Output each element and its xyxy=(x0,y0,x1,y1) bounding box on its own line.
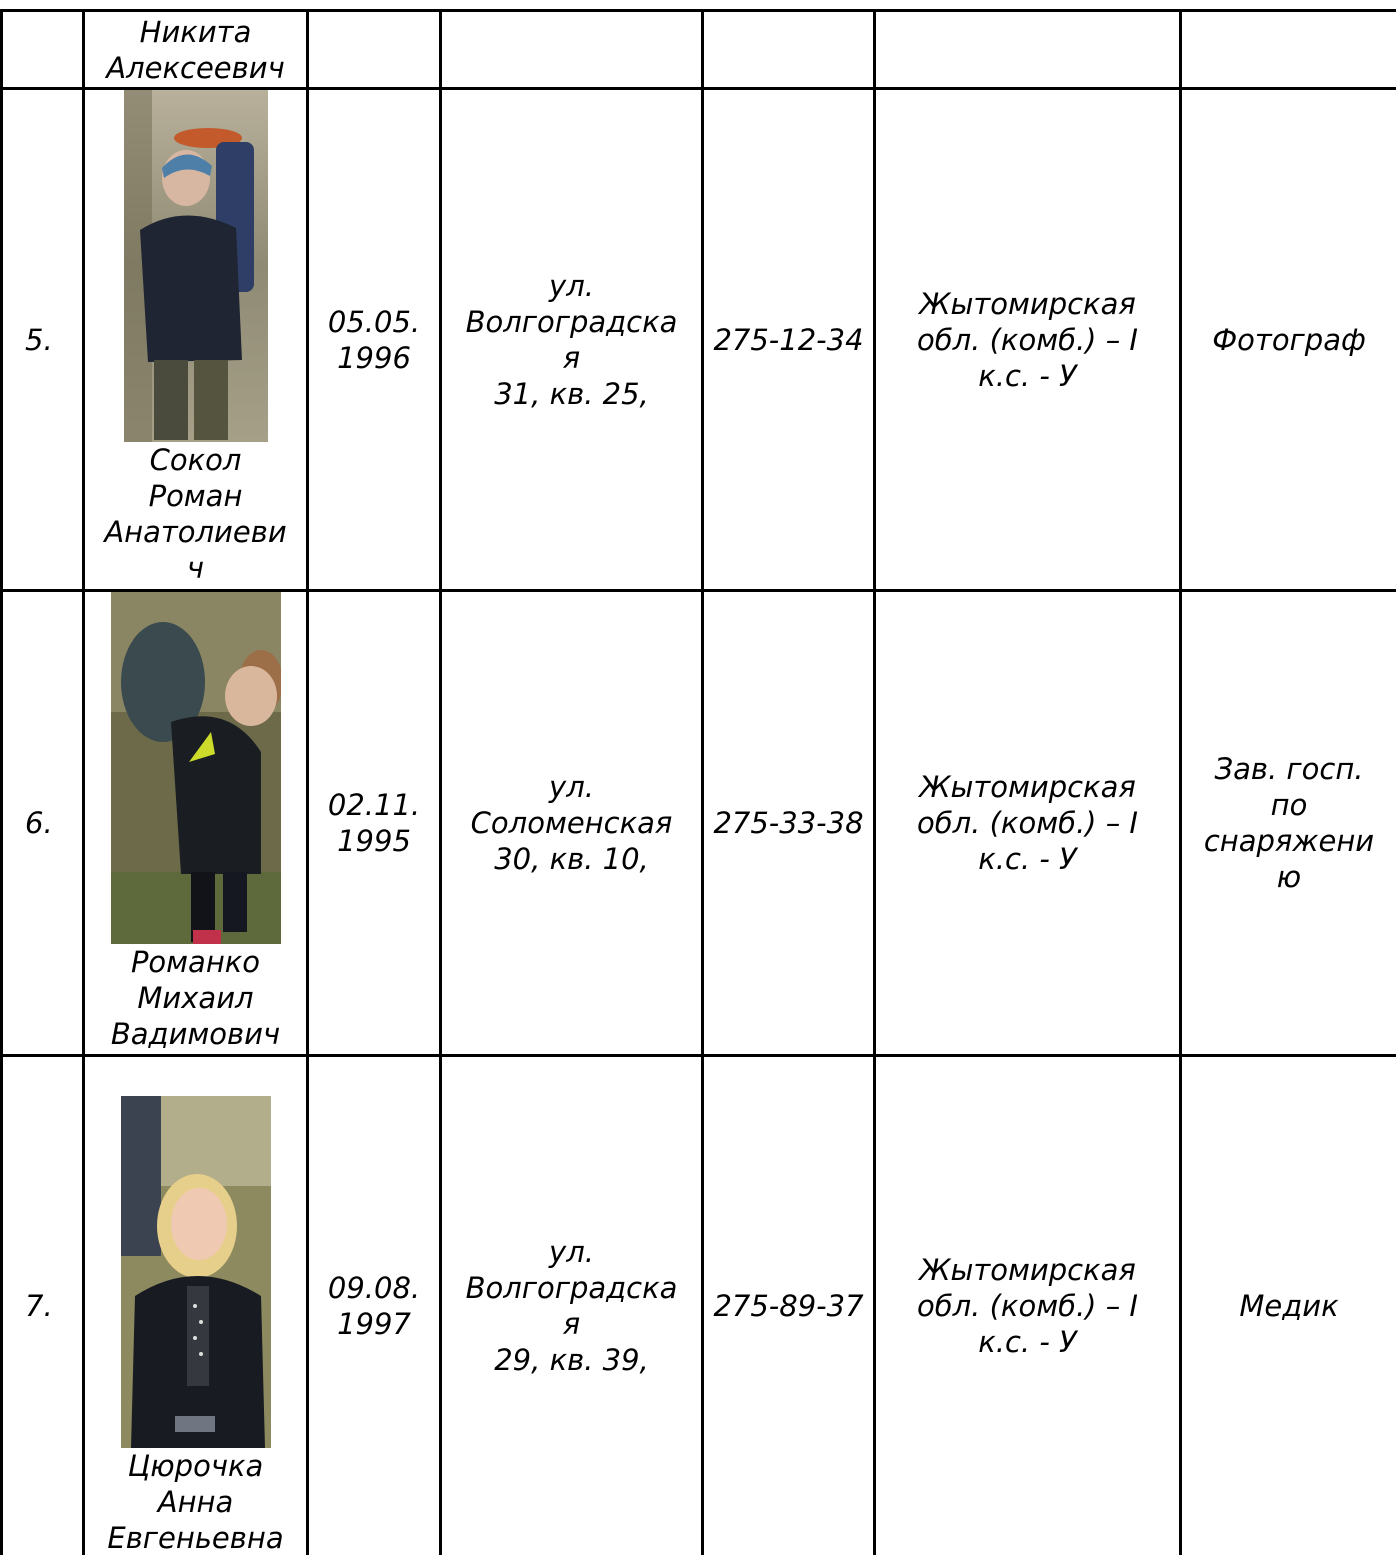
row-number: 5. xyxy=(25,322,53,357)
row-number: 6. xyxy=(25,806,53,840)
birth-date: 05.05. 1996 xyxy=(327,304,421,375)
member-photo xyxy=(121,1096,271,1448)
birth-date: 09.08. 1997 xyxy=(327,1271,421,1341)
member-photo xyxy=(111,592,281,944)
phone: 275-33-38 xyxy=(713,806,864,840)
member-name-line: ч xyxy=(186,551,205,585)
member-photo xyxy=(124,90,268,442)
group-role: Фотограф xyxy=(1212,322,1366,357)
phone: 275-89-37 xyxy=(713,1289,864,1323)
row-number: 7. xyxy=(25,1289,53,1323)
member-name-line: Вадимович xyxy=(110,1017,281,1051)
member-cell xyxy=(85,1096,306,1556)
member-name-line: Анатолиеви xyxy=(104,515,287,549)
experience: Жытомирская обл. (комб.) – I к.с. - У xyxy=(917,770,1138,876)
experience: Жытомирская обл. (комб.) – I к.с. - У xyxy=(917,286,1138,393)
member-name-line: Анна xyxy=(157,1485,234,1519)
member-name-line: Михаил xyxy=(137,981,254,1015)
member-cell xyxy=(85,592,306,1052)
address: ул. Волгоградска я 31, кв. 25, xyxy=(465,268,678,411)
member-name-line: Евгеньевна xyxy=(107,1521,284,1555)
member-name-line: Алексеевич xyxy=(106,51,285,85)
table-row xyxy=(85,14,306,86)
group-role: Медик xyxy=(1239,1289,1339,1323)
member-name-line: Роман xyxy=(148,479,243,513)
experience: Жытомирская обл. (комб.) – I к.с. - У xyxy=(917,1253,1138,1359)
member-name-line: Цюрочка xyxy=(127,1449,264,1483)
birth-date: 02.11. 1995 xyxy=(327,788,421,858)
member-name-line: Сокол xyxy=(149,443,242,477)
phone: 275-12-34 xyxy=(713,322,864,357)
table-top-border xyxy=(0,9,1396,12)
member-name-line: Романко xyxy=(130,945,261,979)
member-cell xyxy=(85,90,306,586)
address: ул. Соломенская 30, кв. 10, xyxy=(470,770,673,876)
member-name-line: Никита xyxy=(139,15,252,49)
group-role: Зав. госп. по снаряжени ю xyxy=(1203,752,1375,894)
address: ул. Волгоградска я 29, кв. 39, xyxy=(465,1235,678,1377)
